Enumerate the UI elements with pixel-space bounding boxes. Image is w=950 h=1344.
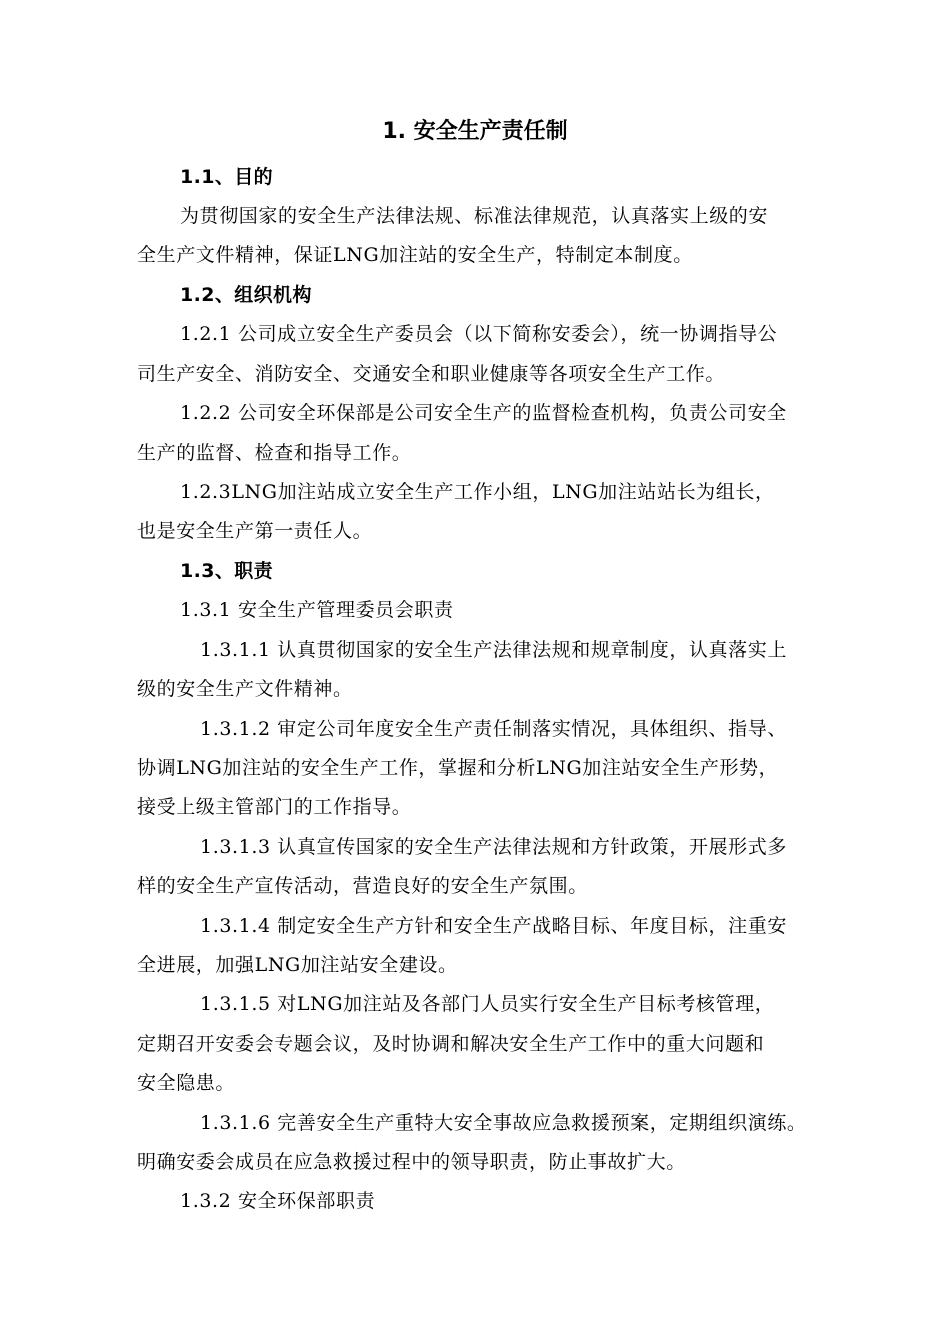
paragraph-line: 为贯彻国家的安全生产法律法规、标准法律规范，认真落实上级的安	[180, 205, 769, 227]
section-heading-organization: 1.2、组织机构	[180, 284, 312, 306]
paragraph-line: 全进展，加强LNG加注站安全建设。	[137, 954, 458, 976]
paragraph-line: 全生产文件精神，保证LNG加注站的安全生产，特制定本制度。	[137, 244, 693, 266]
paragraph-line: 级的安全生产文件精神。	[137, 678, 353, 700]
paragraph-line: 1.3.1.2 审定公司年度安全生产责任制落实情况，具体组织、指导、	[200, 718, 787, 740]
section-heading-purpose: 1.1、目的	[180, 166, 274, 188]
paragraph-line: 协调LNG加注站的安全生产工作，掌握和分析LNG加注站安全生产形势，	[137, 757, 779, 779]
paragraph-line: 1.3.1.4 制定安全生产方针和安全生产战略目标、年度目标，注重安	[200, 915, 787, 937]
paragraph-line: 明确安委会成员在应急救援过程中的领导职责，防止事故扩大。	[137, 1151, 686, 1173]
paragraph-line: 样的安全生产宣传活动，营造良好的安全生产氛围。	[137, 875, 588, 897]
subsection-heading: 1.3.2 安全环保部职责	[180, 1190, 376, 1212]
paragraph-line: 司生产安全、消防安全、交通安全和职业健康等各项安全生产工作。	[137, 363, 726, 385]
subsection-heading: 1.3.1 安全生产管理委员会职责	[180, 599, 454, 621]
paragraph-line: 定期召开安委会专题会议，及时协调和解决安全生产工作中的重大问题和	[137, 1033, 765, 1055]
document-title: 1. 安全生产责任制	[382, 119, 568, 144]
paragraph-line: 也是安全生产第一责任人。	[137, 520, 373, 542]
paragraph-line: 1.3.1.6 完善安全生产重特大安全事故应急救援预案，定期组织演练。	[200, 1112, 807, 1134]
paragraph-line: 安全隐患。	[137, 1072, 236, 1094]
paragraph-line: 1.3.1.5 对LNG加注站及各部门人员实行安全生产目标考核管理，	[200, 993, 775, 1015]
paragraph-line: 1.3.1.1 认真贯彻国家的安全生产法律法规和规章制度，认真落实上	[200, 639, 787, 661]
paragraph-line: 1.2.3LNG加注站成立安全生产工作小组，LNG加注站站长为组长，	[180, 481, 775, 503]
paragraph-line: 1.2.2 公司安全环保部是公司安全生产的监督检查机构，负责公司安全	[180, 402, 787, 424]
section-heading-responsibilities: 1.3、职责	[180, 560, 274, 582]
paragraph-line: 接受上级主管部门的工作指导。	[137, 796, 412, 818]
paragraph-line: 1.2.1 公司成立安全生产委员会（以下简称安委会），统一协调指导公	[180, 323, 778, 345]
paragraph-line: 生产的监督、检查和指导工作。	[137, 442, 412, 464]
paragraph-line: 1.3.1.3 认真宣传国家的安全生产法律法规和方针政策，开展形式多	[200, 836, 787, 858]
